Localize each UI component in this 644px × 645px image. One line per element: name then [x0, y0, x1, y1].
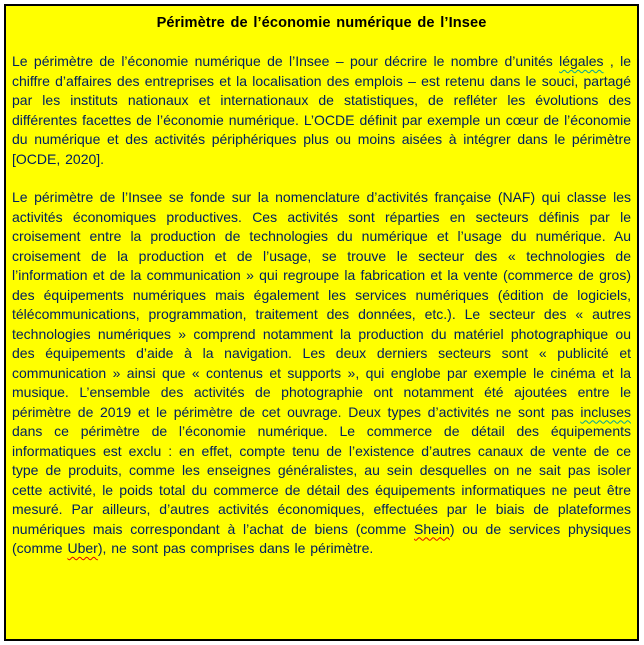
p1-text-segment-2: , le chiffre d’affaires des entreprises et la localisation des emplois – est retenu dans le souci, partagé par les instituts nationaux et internationaux de statistiques, de refléter les évolutions des différentes facettes de l’économie numérique. L’OCDE définit par exemple un cœur de l’économie du numérique et des activités périphériques plus ou moins aisées à intégrer dans le périmètre [OCDE, 2020].: [12, 53, 631, 167]
p2-text-segment-2: dans ce périmètre de l’économie numérique. Le commerce de détail des équipements informatiques est exclu : en effet, compte tenu de l’existence d’autres canaux de vente de ce type de produits, comme les enseignes généralistes, au sein desquelles on ne sait pas isoler cette activité, le poids total du commerce de détail des équipements informatiques ne peut être mesuré. Par ailleurs, d’autres activités économiques, effectuées par le biais de plateformes numériques mais correspondant à l’achat de biens (comme: [12, 423, 631, 537]
bordered-text-box: [4, 4, 639, 641]
p2-spelling-flagged-word-uber: Uber: [67, 540, 98, 556]
p2-grammar-flagged-word-incluses: incluses: [580, 403, 631, 420]
paragraph-perimeter-details: [12, 188, 631, 559]
p1-grammar-flagged-word-legales: légales: [559, 53, 604, 69]
p2-text-segment-1: Le périmètre de l’Insee se fonde sur la nomenclature d’activités française (NAF) qui classe les activités économiques productives. Ces activités sont réparties en secteurs définis par le croisement entre la production de technologies du numérique et l’usage du numérique. Au croisement de la production et de l’usage, se trouve le secteur des « technologies de l’information et de la communication » qui regroupe la fabrication et la vente (commerce de gros) des équipements numériques mais également les services numériques (édition de logiciels, télécommunications, programmation, traitement des données, etc.). Le secteur des « autres technologies numériques » comprend notamment la production du matériel photographique ou des équipements d’aide à la navigation. Les deux derniers secteurs sont « publicité et communication » ainsi que « contenus et supports », qui englobe par exemple le cinéma et la musique. L’ensemble des activités de photographie ont notamment été ajoutées entre le périmètre de 2019 et le périmètre de cet ouvrage. Deux types d’activités ne sont pas: [12, 189, 631, 420]
p2-text-segment-4: ), ne sont pas comprises dans le périmètre.: [97, 540, 374, 556]
paragraph-perimeter-intro: [12, 52, 631, 169]
p2-text-segment-3: ) ou de services physiques (comme: [12, 520, 631, 556]
p1-text-segment-1: Le périmètre de l’économie numérique de l’Insee – pour décrire le nombre d’unités: [12, 53, 560, 69]
box-title: Périmètre de l’économie numérique de l’Insee: [156, 15, 487, 31]
p2-spelling-flagged-word-shein: Shein: [414, 520, 450, 537]
